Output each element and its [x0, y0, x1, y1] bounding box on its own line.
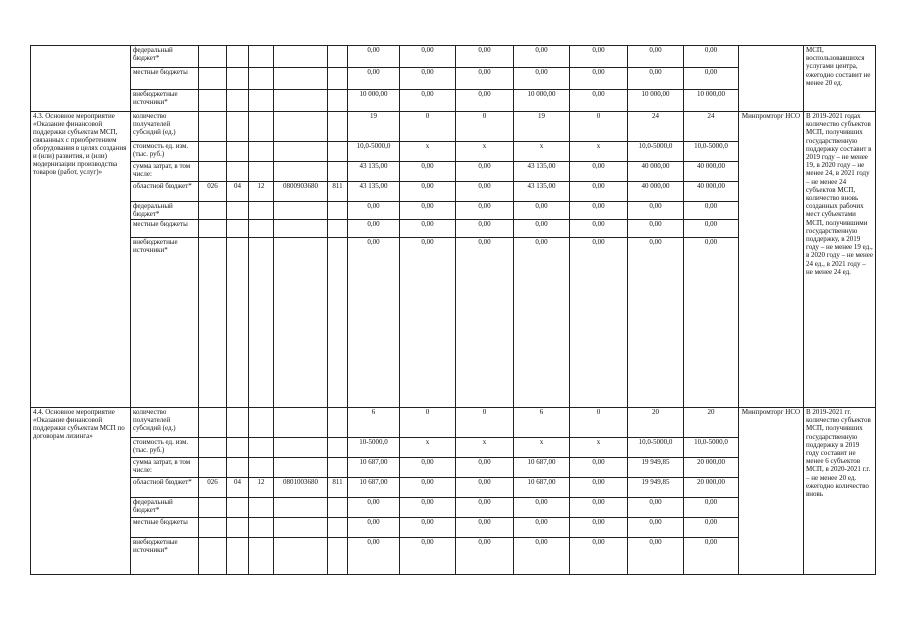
value-cell: 0,00: [514, 220, 570, 238]
code-cell: [274, 142, 328, 162]
code-cell: [249, 408, 274, 438]
row-label: внебюджетные источники*: [131, 538, 199, 575]
code-cell: 026: [199, 478, 227, 498]
value-cell: 0,00: [456, 478, 514, 498]
code-cell: [274, 518, 328, 538]
code-cell: [227, 238, 249, 408]
code-cell: [274, 68, 328, 90]
row-label: сумма затрат, в том числе:: [131, 458, 199, 478]
value-cell: 20: [628, 408, 684, 438]
value-cell: 24: [628, 112, 684, 142]
row-label: количество получателей субсидий (ед.): [131, 408, 199, 438]
value-cell: 10 000,00: [628, 90, 684, 112]
table-row: [31, 46, 876, 68]
code-cell: [227, 112, 249, 142]
value-cell: x: [570, 142, 628, 162]
code-cell: [249, 90, 274, 112]
value-cell: 0,00: [570, 202, 628, 220]
code-cell: [328, 498, 348, 518]
value-cell: 10,0-5000,0: [348, 142, 400, 162]
code-cell: [249, 68, 274, 90]
code-cell: [199, 46, 227, 68]
code-cell: [249, 438, 274, 458]
code-cell: [199, 498, 227, 518]
value-cell: 0: [400, 408, 456, 438]
code-cell: [328, 68, 348, 90]
code-cell: [274, 408, 328, 438]
value-cell: 0,00: [400, 162, 456, 182]
code-cell: [249, 202, 274, 220]
value-cell: 0,00: [514, 538, 570, 575]
value-cell: 0,00: [684, 538, 739, 575]
row-label: областной бюджет*: [131, 478, 199, 498]
value-cell: 0,00: [514, 68, 570, 90]
value-cell: 0,00: [570, 90, 628, 112]
value-cell: 0,00: [400, 182, 456, 202]
value-cell: 0,00: [456, 68, 514, 90]
row-label: федеральный бюджет*: [131, 46, 199, 68]
value-cell: 43 135,00: [348, 162, 400, 182]
code-cell: [227, 438, 249, 458]
code-cell: 0800903680: [274, 182, 328, 202]
value-cell: 43 135,00: [348, 182, 400, 202]
value-cell: 0,00: [456, 162, 514, 182]
value-cell: 0: [570, 112, 628, 142]
code-cell: 0801003680: [274, 478, 328, 498]
value-cell: 10 000,00: [348, 90, 400, 112]
code-cell: [274, 202, 328, 220]
value-cell: 0,00: [348, 46, 400, 68]
code-cell: [328, 142, 348, 162]
program-table: [30, 45, 876, 575]
value-cell: 0,00: [570, 538, 628, 575]
code-cell: [249, 220, 274, 238]
value-cell: 0,00: [570, 498, 628, 518]
section-title-cell: [31, 46, 131, 112]
code-cell: [249, 112, 274, 142]
value-cell: 0,00: [456, 238, 514, 408]
row-label: местные бюджеты: [131, 518, 199, 538]
code-cell: [249, 46, 274, 68]
code-cell: [227, 162, 249, 182]
value-cell: 0,00: [628, 498, 684, 518]
value-cell: 0,00: [570, 518, 628, 538]
value-cell: 10 000,00: [684, 90, 739, 112]
code-cell: [249, 238, 274, 408]
value-cell: 0,00: [570, 46, 628, 68]
value-cell: 0,00: [400, 538, 456, 575]
code-cell: [249, 538, 274, 575]
value-cell: x: [400, 438, 456, 458]
value-cell: 0,00: [348, 202, 400, 220]
value-cell: 0,00: [570, 162, 628, 182]
value-cell: 40 000,00: [684, 162, 739, 182]
row-label: областной бюджет*: [131, 182, 199, 202]
row-label: внебюджетные источники*: [131, 90, 199, 112]
code-cell: [274, 162, 328, 182]
code-cell: [328, 46, 348, 68]
row-label: федеральный бюджет*: [131, 202, 199, 220]
value-cell: 24: [684, 112, 739, 142]
code-cell: [274, 458, 328, 478]
value-cell: 0,00: [570, 458, 628, 478]
value-cell: x: [400, 142, 456, 162]
code-cell: [227, 408, 249, 438]
code-cell: 12: [249, 478, 274, 498]
code-cell: [274, 438, 328, 458]
code-cell: [249, 142, 274, 162]
value-cell: 0,00: [400, 68, 456, 90]
value-cell: 0,00: [570, 238, 628, 408]
code-cell: [274, 220, 328, 238]
section-title: 4.3. Основное мероприятие «Оказание финансовой поддержки субъектам МСП, связанных с приобретением оборудования в целях создания и (или) развития, и (или) модернизации производства товаров (работ, услуг)»: [31, 112, 131, 408]
value-cell: 0,00: [514, 46, 570, 68]
value-cell: x: [514, 438, 570, 458]
code-cell: [199, 438, 227, 458]
code-cell: [274, 238, 328, 408]
value-cell: 0,00: [628, 68, 684, 90]
result-note: В 2019-2021 гг. количество субъектов МСП, получивших государственную поддержку в 2019 году составит не менее 6 субъектов МСП, в 2020-2021 г.г. – не менее 20 ед. ежегодно количество вновь: [804, 408, 876, 575]
value-cell: 0,00: [400, 458, 456, 478]
value-cell: 0,00: [514, 238, 570, 408]
code-cell: [199, 68, 227, 90]
code-cell: 04: [227, 182, 249, 202]
result-note: В 2019-2021 годах количество субъектов МСП, получивших государственную поддержку составит в 2019 году – не менее 19, в 2020 году – не менее 24, в 2021 году – не менее 24 субъектов МСП, количество вновь созданных рабочих мест субъектами МСП, получившими государственную поддержку, в 2019 году – не менее 19 ед., в 2020 году – не менее 24 ед., в 2021 году – не менее 24 ед.: [804, 112, 876, 408]
row-label: федеральный бюджет*: [131, 498, 199, 518]
code-cell: 026: [199, 182, 227, 202]
code-cell: [328, 220, 348, 238]
value-cell: 0,00: [570, 182, 628, 202]
row-label: стоимость ед. изм. (тыс. руб.): [131, 438, 199, 458]
value-cell: 20: [684, 408, 739, 438]
value-cell: 0,00: [570, 478, 628, 498]
code-cell: [199, 112, 227, 142]
section-title: 4.4. Основное мероприятие «Оказание финансовой поддержки субъектам МСП по договорам лизинга»: [31, 408, 131, 575]
value-cell: 10,0-5000,0: [628, 142, 684, 162]
value-cell: 0,00: [684, 498, 739, 518]
code-cell: [249, 518, 274, 538]
value-cell: 0,00: [456, 182, 514, 202]
value-cell: 0,00: [570, 68, 628, 90]
code-cell: [274, 46, 328, 68]
code-cell: [328, 90, 348, 112]
value-cell: 0,00: [400, 518, 456, 538]
value-cell: 0,00: [456, 458, 514, 478]
code-cell: [274, 498, 328, 518]
value-cell: 0,00: [456, 518, 514, 538]
code-cell: [328, 238, 348, 408]
value-cell: 19: [514, 112, 570, 142]
code-cell: [274, 112, 328, 142]
value-cell: 0,00: [400, 202, 456, 220]
executor-cell: Минпромторг НСО: [739, 112, 804, 408]
code-cell: 04: [227, 478, 249, 498]
code-cell: [227, 498, 249, 518]
value-cell: x: [570, 438, 628, 458]
value-cell: 20 000,00: [684, 458, 739, 478]
value-cell: 40 000,00: [628, 182, 684, 202]
value-cell: 10 687,00: [514, 458, 570, 478]
code-cell: [227, 68, 249, 90]
value-cell: 6: [348, 408, 400, 438]
row-label: стоимость ед. изм. (тыс. руб.): [131, 142, 199, 162]
value-cell: 0,00: [628, 202, 684, 220]
value-cell: 19: [348, 112, 400, 142]
value-cell: 0,00: [514, 518, 570, 538]
code-cell: 811: [328, 478, 348, 498]
value-cell: 0,00: [456, 498, 514, 518]
row-label: местные бюджеты: [131, 68, 199, 90]
code-cell: [199, 458, 227, 478]
code-cell: [227, 458, 249, 478]
value-cell: 0,00: [456, 538, 514, 575]
code-cell: [274, 538, 328, 575]
value-cell: 0,00: [684, 518, 739, 538]
value-cell: 0,00: [514, 498, 570, 518]
code-cell: [227, 220, 249, 238]
value-cell: 10 687,00: [514, 478, 570, 498]
value-cell: 0: [570, 408, 628, 438]
code-cell: [199, 202, 227, 220]
result-note: МСП, воспользовавшихся услугами центра, ежегодно составит не менее 20 ед.: [804, 46, 876, 112]
row-label: сумма затрат, в том числе:: [131, 162, 199, 182]
code-cell: [227, 538, 249, 575]
row-label: количество получателей субсидий (ед.): [131, 112, 199, 142]
value-cell: 10-5000,0: [348, 438, 400, 458]
value-cell: 0: [456, 408, 514, 438]
value-cell: 40 000,00: [684, 182, 739, 202]
code-cell: [199, 162, 227, 182]
value-cell: 10,0-5000,0: [684, 142, 739, 162]
code-cell: [328, 202, 348, 220]
value-cell: 0,00: [400, 90, 456, 112]
value-cell: 0,00: [456, 46, 514, 68]
code-cell: [199, 142, 227, 162]
value-cell: 0,00: [400, 478, 456, 498]
value-cell: 0,00: [348, 220, 400, 238]
value-cell: 6: [514, 408, 570, 438]
value-cell: 0,00: [684, 220, 739, 238]
value-cell: 0,00: [628, 538, 684, 575]
code-cell: [328, 408, 348, 438]
code-cell: [274, 90, 328, 112]
code-cell: [227, 90, 249, 112]
value-cell: 10,0-5000,0: [684, 438, 739, 458]
code-cell: [199, 408, 227, 438]
value-cell: 0,00: [628, 220, 684, 238]
code-cell: [328, 438, 348, 458]
row-label: местные бюджеты: [131, 220, 199, 238]
code-cell: [199, 90, 227, 112]
value-cell: 0,00: [400, 498, 456, 518]
value-cell: 0,00: [684, 46, 739, 68]
value-cell: 19 949,85: [628, 458, 684, 478]
executor-cell: [739, 46, 804, 112]
value-cell: 0,00: [456, 220, 514, 238]
value-cell: 0,00: [456, 90, 514, 112]
value-cell: 0,00: [348, 498, 400, 518]
value-cell: 0,00: [684, 238, 739, 408]
code-cell: [328, 538, 348, 575]
code-cell: [328, 112, 348, 142]
code-cell: [199, 220, 227, 238]
value-cell: 0,00: [348, 238, 400, 408]
value-cell: 43 135,00: [514, 182, 570, 202]
code-cell: [199, 538, 227, 575]
code-cell: [227, 46, 249, 68]
executor-cell: Минпромторг НСО: [739, 408, 804, 575]
code-cell: [199, 518, 227, 538]
code-cell: [328, 162, 348, 182]
value-cell: 0: [400, 112, 456, 142]
value-cell: x: [456, 438, 514, 458]
value-cell: 0,00: [570, 220, 628, 238]
value-cell: 43 135,00: [514, 162, 570, 182]
code-cell: 811: [328, 182, 348, 202]
value-cell: 10 000,00: [514, 90, 570, 112]
code-cell: [249, 498, 274, 518]
value-cell: 0,00: [456, 202, 514, 220]
code-cell: [227, 202, 249, 220]
value-cell: 0: [456, 112, 514, 142]
code-cell: [199, 238, 227, 408]
table-row: [31, 112, 876, 142]
code-cell: 12: [249, 182, 274, 202]
value-cell: 0,00: [684, 68, 739, 90]
value-cell: 0,00: [400, 238, 456, 408]
code-cell: [227, 142, 249, 162]
value-cell: 0,00: [348, 68, 400, 90]
value-cell: x: [514, 142, 570, 162]
value-cell: 0,00: [400, 220, 456, 238]
value-cell: 0,00: [348, 538, 400, 575]
table-row: [31, 408, 876, 438]
value-cell: 0,00: [400, 46, 456, 68]
value-cell: 0,00: [684, 202, 739, 220]
value-cell: 10 687,00: [348, 458, 400, 478]
value-cell: 10,0-5000,0: [628, 438, 684, 458]
row-label: внебюджетные источники*: [131, 238, 199, 408]
value-cell: 20 000,00: [684, 478, 739, 498]
value-cell: 0,00: [628, 238, 684, 408]
code-cell: [249, 458, 274, 478]
value-cell: 0,00: [628, 46, 684, 68]
code-cell: [227, 518, 249, 538]
value-cell: 10 687,00: [348, 478, 400, 498]
value-cell: 0,00: [514, 202, 570, 220]
code-cell: [328, 458, 348, 478]
value-cell: 40 000,00: [628, 162, 684, 182]
code-cell: [249, 162, 274, 182]
code-cell: [328, 518, 348, 538]
value-cell: 0,00: [628, 518, 684, 538]
value-cell: 0,00: [348, 518, 400, 538]
value-cell: 19 949,85: [628, 478, 684, 498]
value-cell: x: [456, 142, 514, 162]
